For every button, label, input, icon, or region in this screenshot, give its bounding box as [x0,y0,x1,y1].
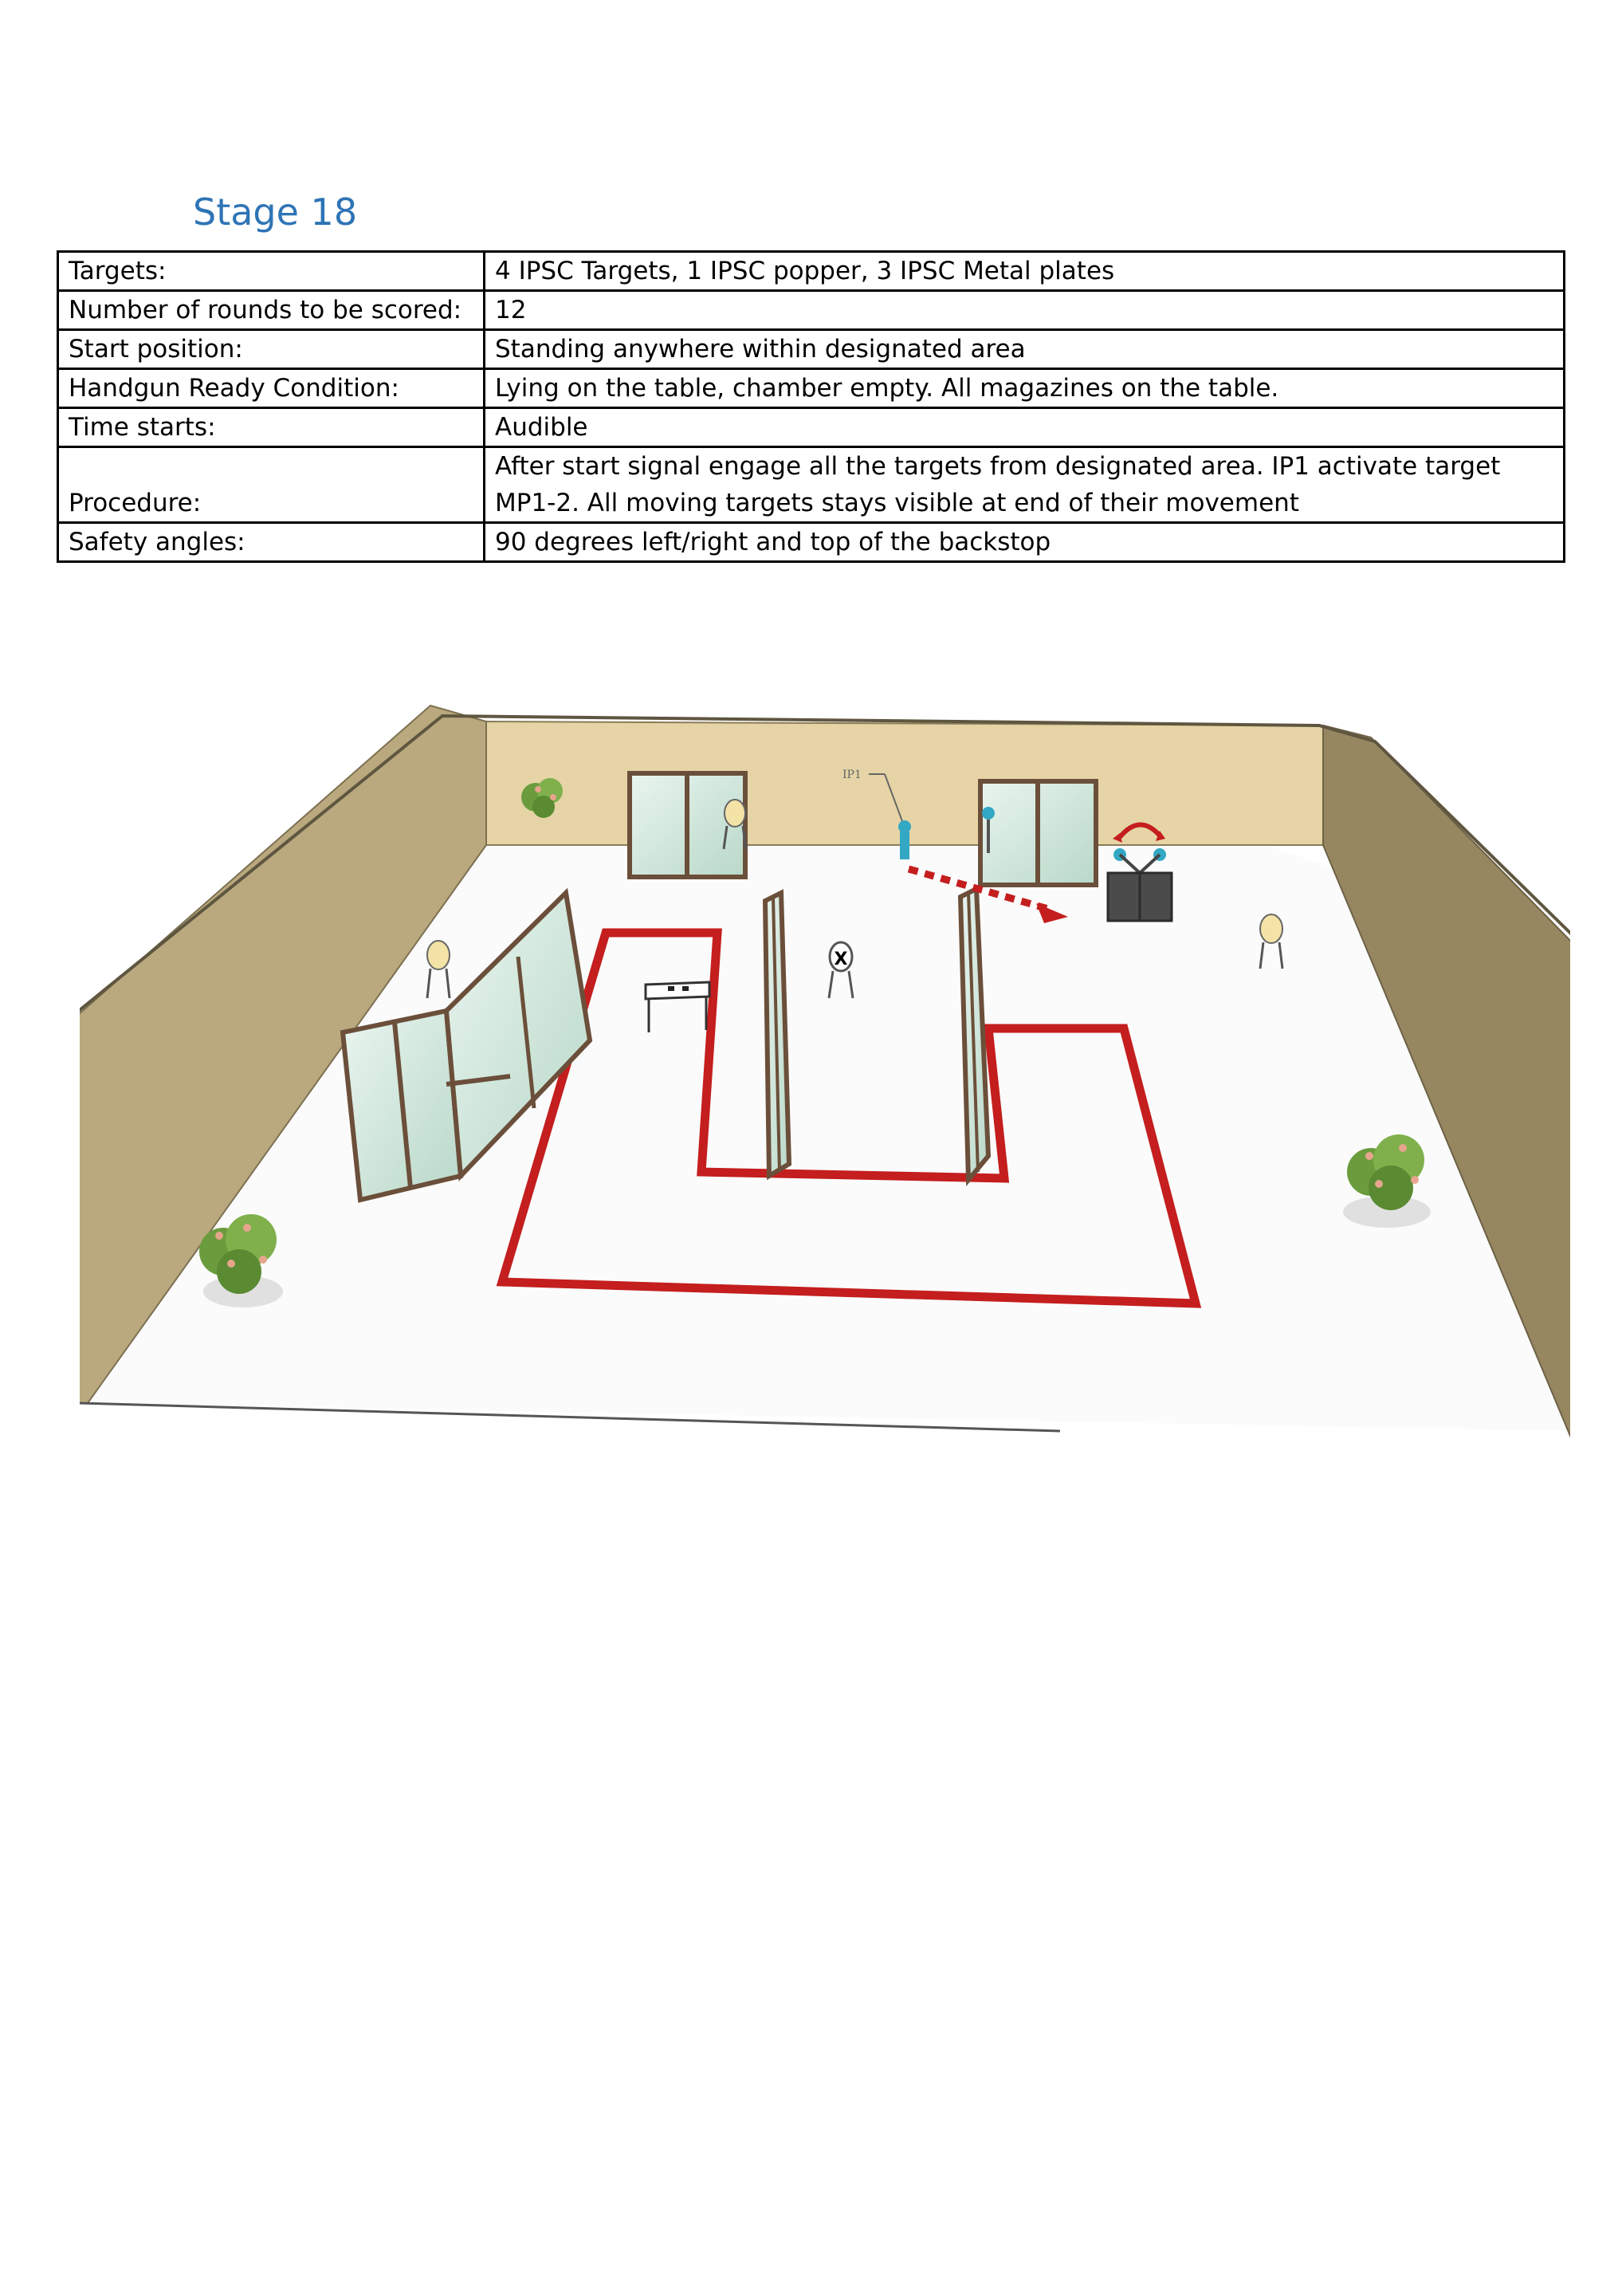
spec-row-procedure [58,447,1565,523]
stage-layout-diagram [80,702,1570,1467]
spec-label: Number of rounds to be scored: [58,291,485,330]
spec-row-ready-condition [58,369,1565,408]
spec-row-start-position [58,330,1565,369]
spec-label: Safety angles: [58,523,485,562]
spec-label: Time starts: [58,408,485,447]
spec-value: Audible [485,408,1565,447]
back-wall-panel-left [630,773,745,877]
spec-label: Procedure: [58,447,485,523]
spec-row-rounds [58,291,1565,330]
stage-spec-table [57,250,1565,563]
spec-label: Targets: [58,252,485,291]
spec-value: 4 IPSC Targets, 1 IPSC popper, 3 IPSC Metal plates [485,252,1565,291]
ip1-popper [898,820,911,859]
spec-value: 90 degrees left/right and top of the backstop [485,523,1565,562]
ip1-label: IP1 [842,769,862,781]
no-shoot-mark: X [834,949,848,969]
spec-label: Handgun Ready Condition: [58,369,485,408]
spec-value: Lying on the table, chamber empty. All magazines on the table. [485,369,1565,408]
stage-title: Stage 18 [193,191,358,234]
spec-label: Start position: [58,330,485,369]
spec-row-safety-angles [58,523,1565,562]
spec-row-targets [58,252,1565,291]
spec-value: After start signal engage all the targets from designated area. IP1 activate target MP1-2. All moving targets stays visible at end of their movement [485,447,1565,523]
spec-value: Standing anywhere within designated area [485,330,1565,369]
spec-value: 12 [485,291,1565,330]
back-wall-panel-right [980,781,1096,885]
spec-row-time-starts [58,408,1565,447]
